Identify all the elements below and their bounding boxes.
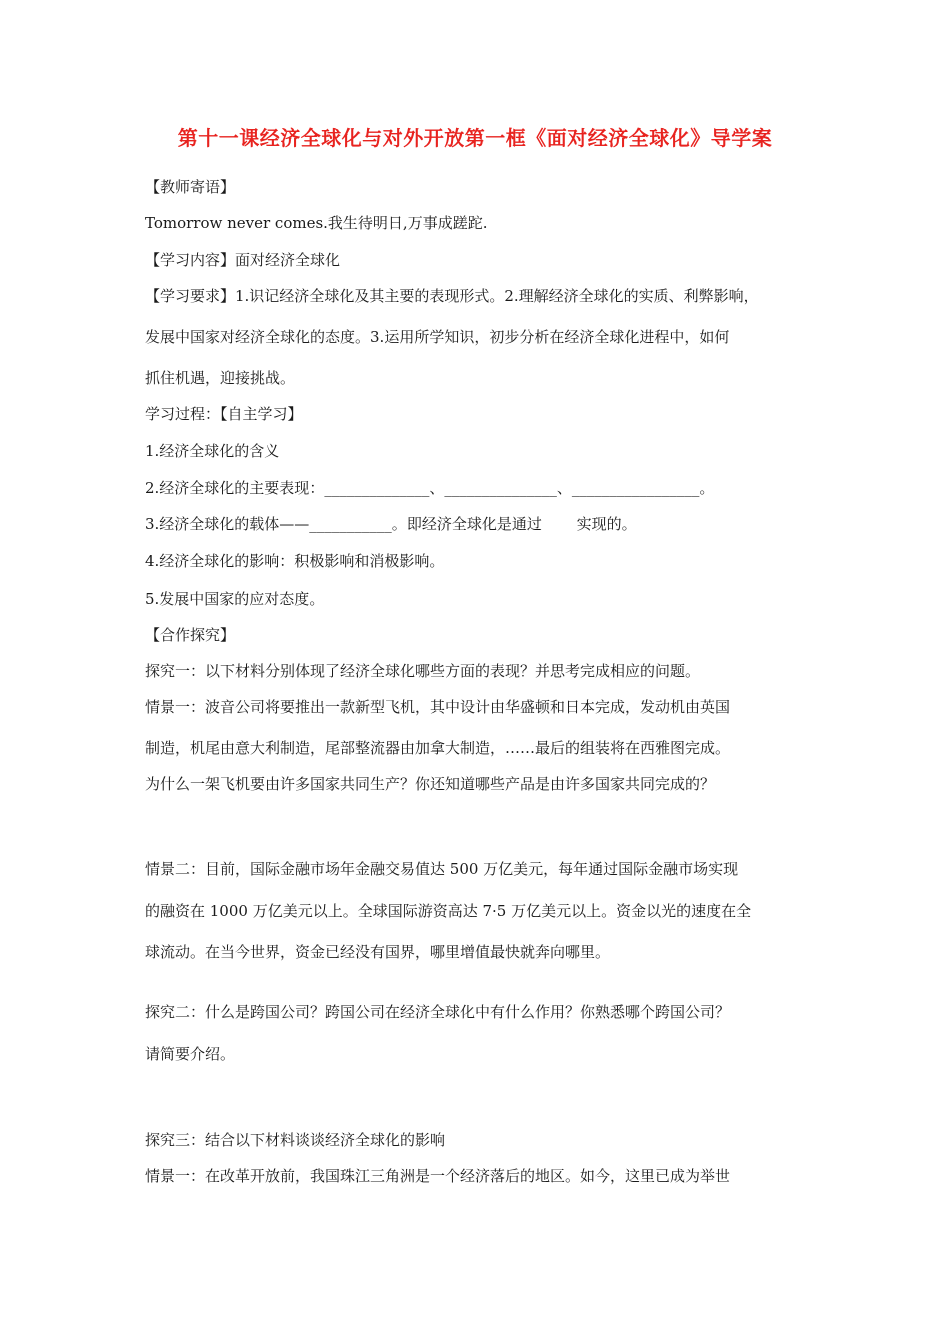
- learning-requirements-line-2: 发展中国家对经济全球化的态度。3.运用所学知识，初步分析在经济全球化进程中，如何: [145, 328, 730, 346]
- section-self-study: 学习过程：【自主学习】: [145, 405, 303, 423]
- self-study-item-3: 3.经济全球化的载体——___________。即经济全球化是通过 实现的。: [145, 515, 637, 533]
- inquiry-two-line-1: 探究二：什么是跨国公司？跨国公司在经济全球化中有什么作用？你熟悉哪个跨国公司？: [145, 1003, 731, 1021]
- learning-requirements-line-1: 【学习要求】1.识记经济全球化及其主要的表现形式。2.理解经济全球化的实质、利弊影响，: [145, 287, 759, 305]
- self-study-item-5: 5.发展中国家的应对态度。: [145, 590, 325, 608]
- inquiry-two-line-2: 请简要介绍。: [145, 1045, 236, 1063]
- inquiry-three-scenario-one: 情景一：在改革开放前，我国珠江三角洲是一个经济落后的地区。如今，这里已成为举世: [145, 1167, 731, 1185]
- inquiry-one-prompt: 探究一：以下材料分别体现了经济全球化哪些方面的表现？并思考完成相应的问题。: [145, 662, 701, 680]
- section-learning-content: 【学习内容】面对经济全球化: [145, 251, 341, 269]
- section-cooperative-inquiry: 【合作探究】: [145, 626, 236, 644]
- inquiry-three-prompt: 探究三：结合以下材料谈谈经济全球化的影响: [145, 1131, 446, 1149]
- self-study-item-4: 4.经济全球化的影响：积极影响和消极影响。: [145, 552, 445, 570]
- section-teacher-message: 【教师寄语】: [145, 178, 236, 196]
- quote-line: Tomorrow never comes.我生待明日,万事成蹉跎.: [145, 214, 488, 232]
- self-study-item-2: 2.经济全球化的主要表现：______________、_______________、_________________。: [145, 479, 715, 497]
- scenario-two-line-3: 球流动。在当今世界，资金已经没有国界，哪里增值最快就奔向哪里。: [145, 943, 611, 961]
- scenario-one-question: 为什么一架飞机要由许多国家共同生产？你还知道哪些产品是由许多国家共同完成的？: [145, 775, 716, 793]
- self-study-item-1: 1.经济全球化的含义: [145, 442, 280, 460]
- learning-requirements-line-3: 抓住机遇，迎接挑战。: [145, 369, 296, 387]
- scenario-two-line-1: 情景二：目前，国际金融市场年金融交易值达 500 万亿美元，每年通过国际金融市场实现: [145, 860, 739, 878]
- scenario-one-line-1: 情景一：波音公司将要推出一款新型飞机，其中设计由华盛顿和日本完成，发动机由英国: [145, 698, 731, 716]
- document-title: 第十一课经济全球化与对外开放第一框《面对经济全球化》导学案: [177, 126, 773, 150]
- scenario-two-line-2: 的融资在 1000 万亿美元以上。全球国际游资高达 7·5 万亿美元以上。资金以光的速度在全: [145, 902, 752, 920]
- scenario-one-line-2: 制造，机尾由意大利制造，尾部整流器由加拿大制造，……最后的组装将在西雅图完成。: [145, 739, 731, 757]
